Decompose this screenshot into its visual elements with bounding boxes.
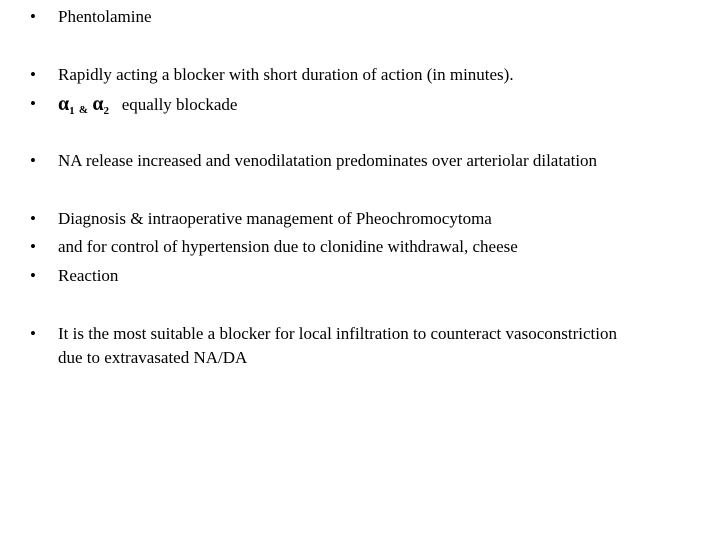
bullet-icon: •: [30, 65, 36, 84]
bullet-text: It is the most suitable a blocker for local infiltration to counteract vasoconstriction due to extravasated NA/DA: [58, 324, 617, 367]
bullet-icon: •: [30, 7, 36, 26]
bullet-icon: •: [30, 324, 36, 343]
bullet-icon: •: [30, 209, 36, 228]
bullet-icon: •: [30, 151, 36, 170]
bullet-icon: •: [30, 94, 36, 113]
bullet-icon: •: [30, 237, 36, 256]
alpha-symbol: α: [58, 93, 70, 115]
bullet-icon: •: [30, 266, 36, 285]
bullet-text: [58, 92, 708, 119]
alpha-symbol: α: [92, 93, 104, 115]
bullet-text: Phentolamine: [58, 7, 152, 26]
bullet-text: Reaction: [58, 266, 119, 285]
blockade-text: equally blockade: [121, 95, 238, 114]
alpha-subscript-2: 2: [103, 105, 110, 117]
bullet-text: and for control of hypertension due to clonidine withdrawal, cheese: [58, 237, 518, 256]
bullet-text: Rapidly acting a blocker with short duration of action (in minutes).: [58, 65, 514, 84]
alpha-subscript-1: 1: [69, 105, 75, 117]
bullet-text: NA release increased and venodilatation predominates over arteriolar dilatation: [58, 151, 598, 170]
bullet-text: Diagnosis & intraoperative management of Pheochromocytoma: [58, 209, 492, 228]
ampersand: &: [78, 104, 89, 116]
